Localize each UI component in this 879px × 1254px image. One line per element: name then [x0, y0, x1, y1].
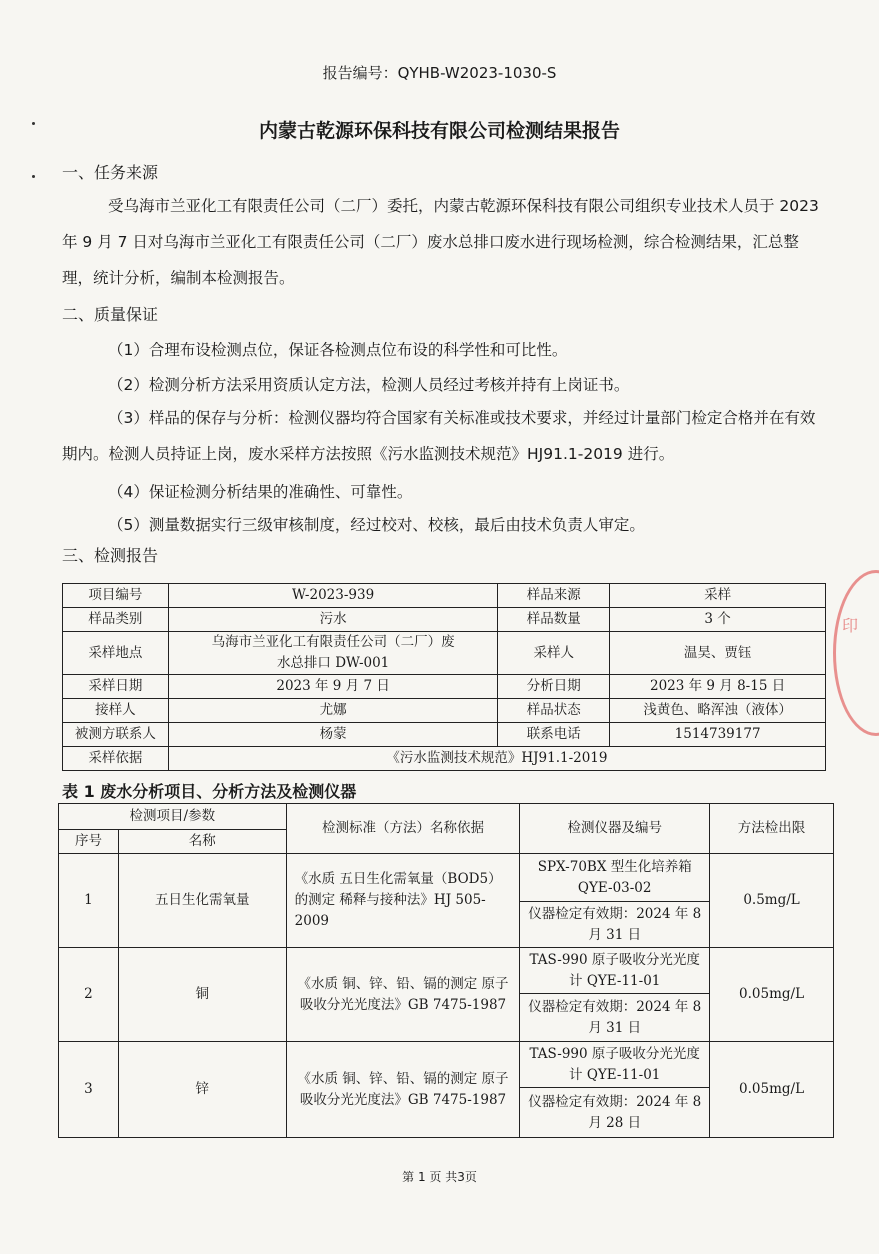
row-1-standard: 《水质 五日生化需氧量（BOD5）的测定 稀释与接种法》HJ 505-2009: [286, 854, 520, 948]
row-1-limit: 0.5mg/L: [710, 854, 834, 948]
label-phone: 联系电话: [498, 723, 610, 747]
section-1-text: 受乌海市兰亚化工有限责任公司（二厂）委托，内蒙古乾源环保科技有限公司组织专业技术人员于 2023 年 9 月 7 日对乌海市兰亚化工有限责任公司（二厂）废水总排口废水进行现场检测，综合检测结果，汇总整理，统计分析，编制本检测报告。: [62, 197, 819, 287]
label-location: 采样地点: [63, 632, 169, 675]
scan-mark: [32, 175, 35, 178]
row-2-name: 铜: [118, 948, 286, 1042]
analysis-table: [58, 803, 834, 1138]
value-contact: 杨蒙: [168, 723, 498, 747]
row-3-validity: 仪器检定有效期：2024 年 8 月 28 日: [520, 1088, 710, 1138]
row-2-seq: 2: [59, 948, 119, 1042]
quality-item-2: （2）检测分析方法采用资质认定方法，检测人员经过考核并持有上岗证书。: [108, 376, 630, 394]
quality-item-1: （1）合理布设检测点位，保证各检测点位布设的科学性和可比性。: [108, 341, 568, 359]
row-1-name: 五日生化需氧量: [118, 854, 286, 948]
label-sample-source: 样品来源: [498, 584, 610, 608]
label-sample-date: 采样日期: [63, 675, 169, 699]
value-basis: 《污水监测技术规范》HJ91.1-2019: [168, 747, 825, 771]
label-receiver: 接样人: [63, 699, 169, 723]
header-seq: 序号: [59, 830, 119, 854]
page-number: 第 1 页 共3页: [402, 1170, 477, 1184]
header-standard: 检测标准（方法）名称依据: [286, 804, 520, 854]
value-sampler: 温昊、贾钰: [610, 632, 826, 675]
header-name: 名称: [118, 830, 286, 854]
row-2-standard: 《水质 铜、锌、铅、镉的测定 原子吸收分光光度法》GB 7475-1987: [286, 948, 520, 1042]
header-item: 检测项目/参数: [59, 804, 287, 830]
value-sample-type: 污水: [168, 608, 498, 632]
seal-glyph: 印: [842, 616, 859, 635]
section-heading-3: 三、检测报告: [62, 546, 159, 565]
value-phone: 1514739177: [610, 723, 826, 747]
label-sampler: 采样人: [498, 632, 610, 675]
value-sample-source: 采样: [610, 584, 826, 608]
row-3-name: 锌: [118, 1042, 286, 1138]
company-seal: [833, 570, 879, 736]
quality-item-4: （4）保证检测分析结果的准确性、可靠性。: [108, 483, 413, 501]
label-project-no: 项目编号: [63, 584, 169, 608]
value-project-no: W-2023-939: [168, 584, 498, 608]
value-location: 乌海市兰亚化工有限责任公司（二厂）废水总排口 DW-001: [168, 632, 498, 675]
label-sample-state: 样品状态: [498, 699, 610, 723]
value-sample-qty: 3 个: [610, 608, 826, 632]
quality-item-5: （5）测量数据实行三级审核制度，经过校对、校核，最后由技术负责人审定。: [108, 516, 645, 534]
label-analysis-date: 分析日期: [498, 675, 610, 699]
section-heading-2: 二、质量保证: [62, 305, 159, 324]
value-sample-state: 浅黄色、略浑浊（液体）: [610, 699, 826, 723]
report-title: 内蒙古乾源环保科技有限公司检测结果报告: [258, 120, 620, 142]
info-table: [62, 583, 826, 771]
label-sample-qty: 样品数量: [498, 608, 610, 632]
label-contact: 被测方联系人: [63, 723, 169, 747]
row-1-seq: 1: [59, 854, 119, 948]
row-3-instrument: TAS-990 原子吸收分光光度计 QYE-11-01: [520, 1042, 710, 1088]
value-analysis-date: 2023 年 9 月 8-15 日: [610, 675, 826, 699]
table-1-title: 表 1 废水分析项目、分析方法及检测仪器: [62, 782, 357, 801]
section-heading-1: 一、任务来源: [62, 163, 159, 182]
row-3-limit: 0.05mg/L: [710, 1042, 834, 1138]
report-number: 报告编号：QYHB-W2023-1030-S: [322, 64, 557, 82]
row-3-standard: 《水质 铜、锌、铅、镉的测定 原子吸收分光光度法》GB 7475-1987: [286, 1042, 520, 1138]
quality-item-3: （3）样品的保存与分析：检测仪器均符合国家有关标准或技术要求，并经过计量部门检定合格并在有效期内。检测人员持证上岗，废水采样方法按照《污水监测技术规范》HJ91.1-2019 进行。: [62, 409, 816, 463]
label-sample-type: 样品类别: [63, 608, 169, 632]
row-1-instrument: SPX-70BX 型生化培养箱 QYE-03-02: [520, 854, 710, 902]
row-1-validity: 仪器检定有效期：2024 年 8 月 31 日: [520, 902, 710, 948]
label-basis: 采样依据: [63, 747, 169, 771]
value-sample-date: 2023 年 9 月 7 日: [168, 675, 498, 699]
row-3-seq: 3: [59, 1042, 119, 1138]
header-instrument: 检测仪器及编号: [520, 804, 710, 854]
header-limit: 方法检出限: [710, 804, 834, 854]
row-2-limit: 0.05mg/L: [710, 948, 834, 1042]
row-2-validity: 仪器检定有效期：2024 年 8 月 31 日: [520, 994, 710, 1042]
value-receiver: 尤娜: [168, 699, 498, 723]
row-2-instrument: TAS-990 原子吸收分光光度计 QYE-11-01: [520, 948, 710, 994]
